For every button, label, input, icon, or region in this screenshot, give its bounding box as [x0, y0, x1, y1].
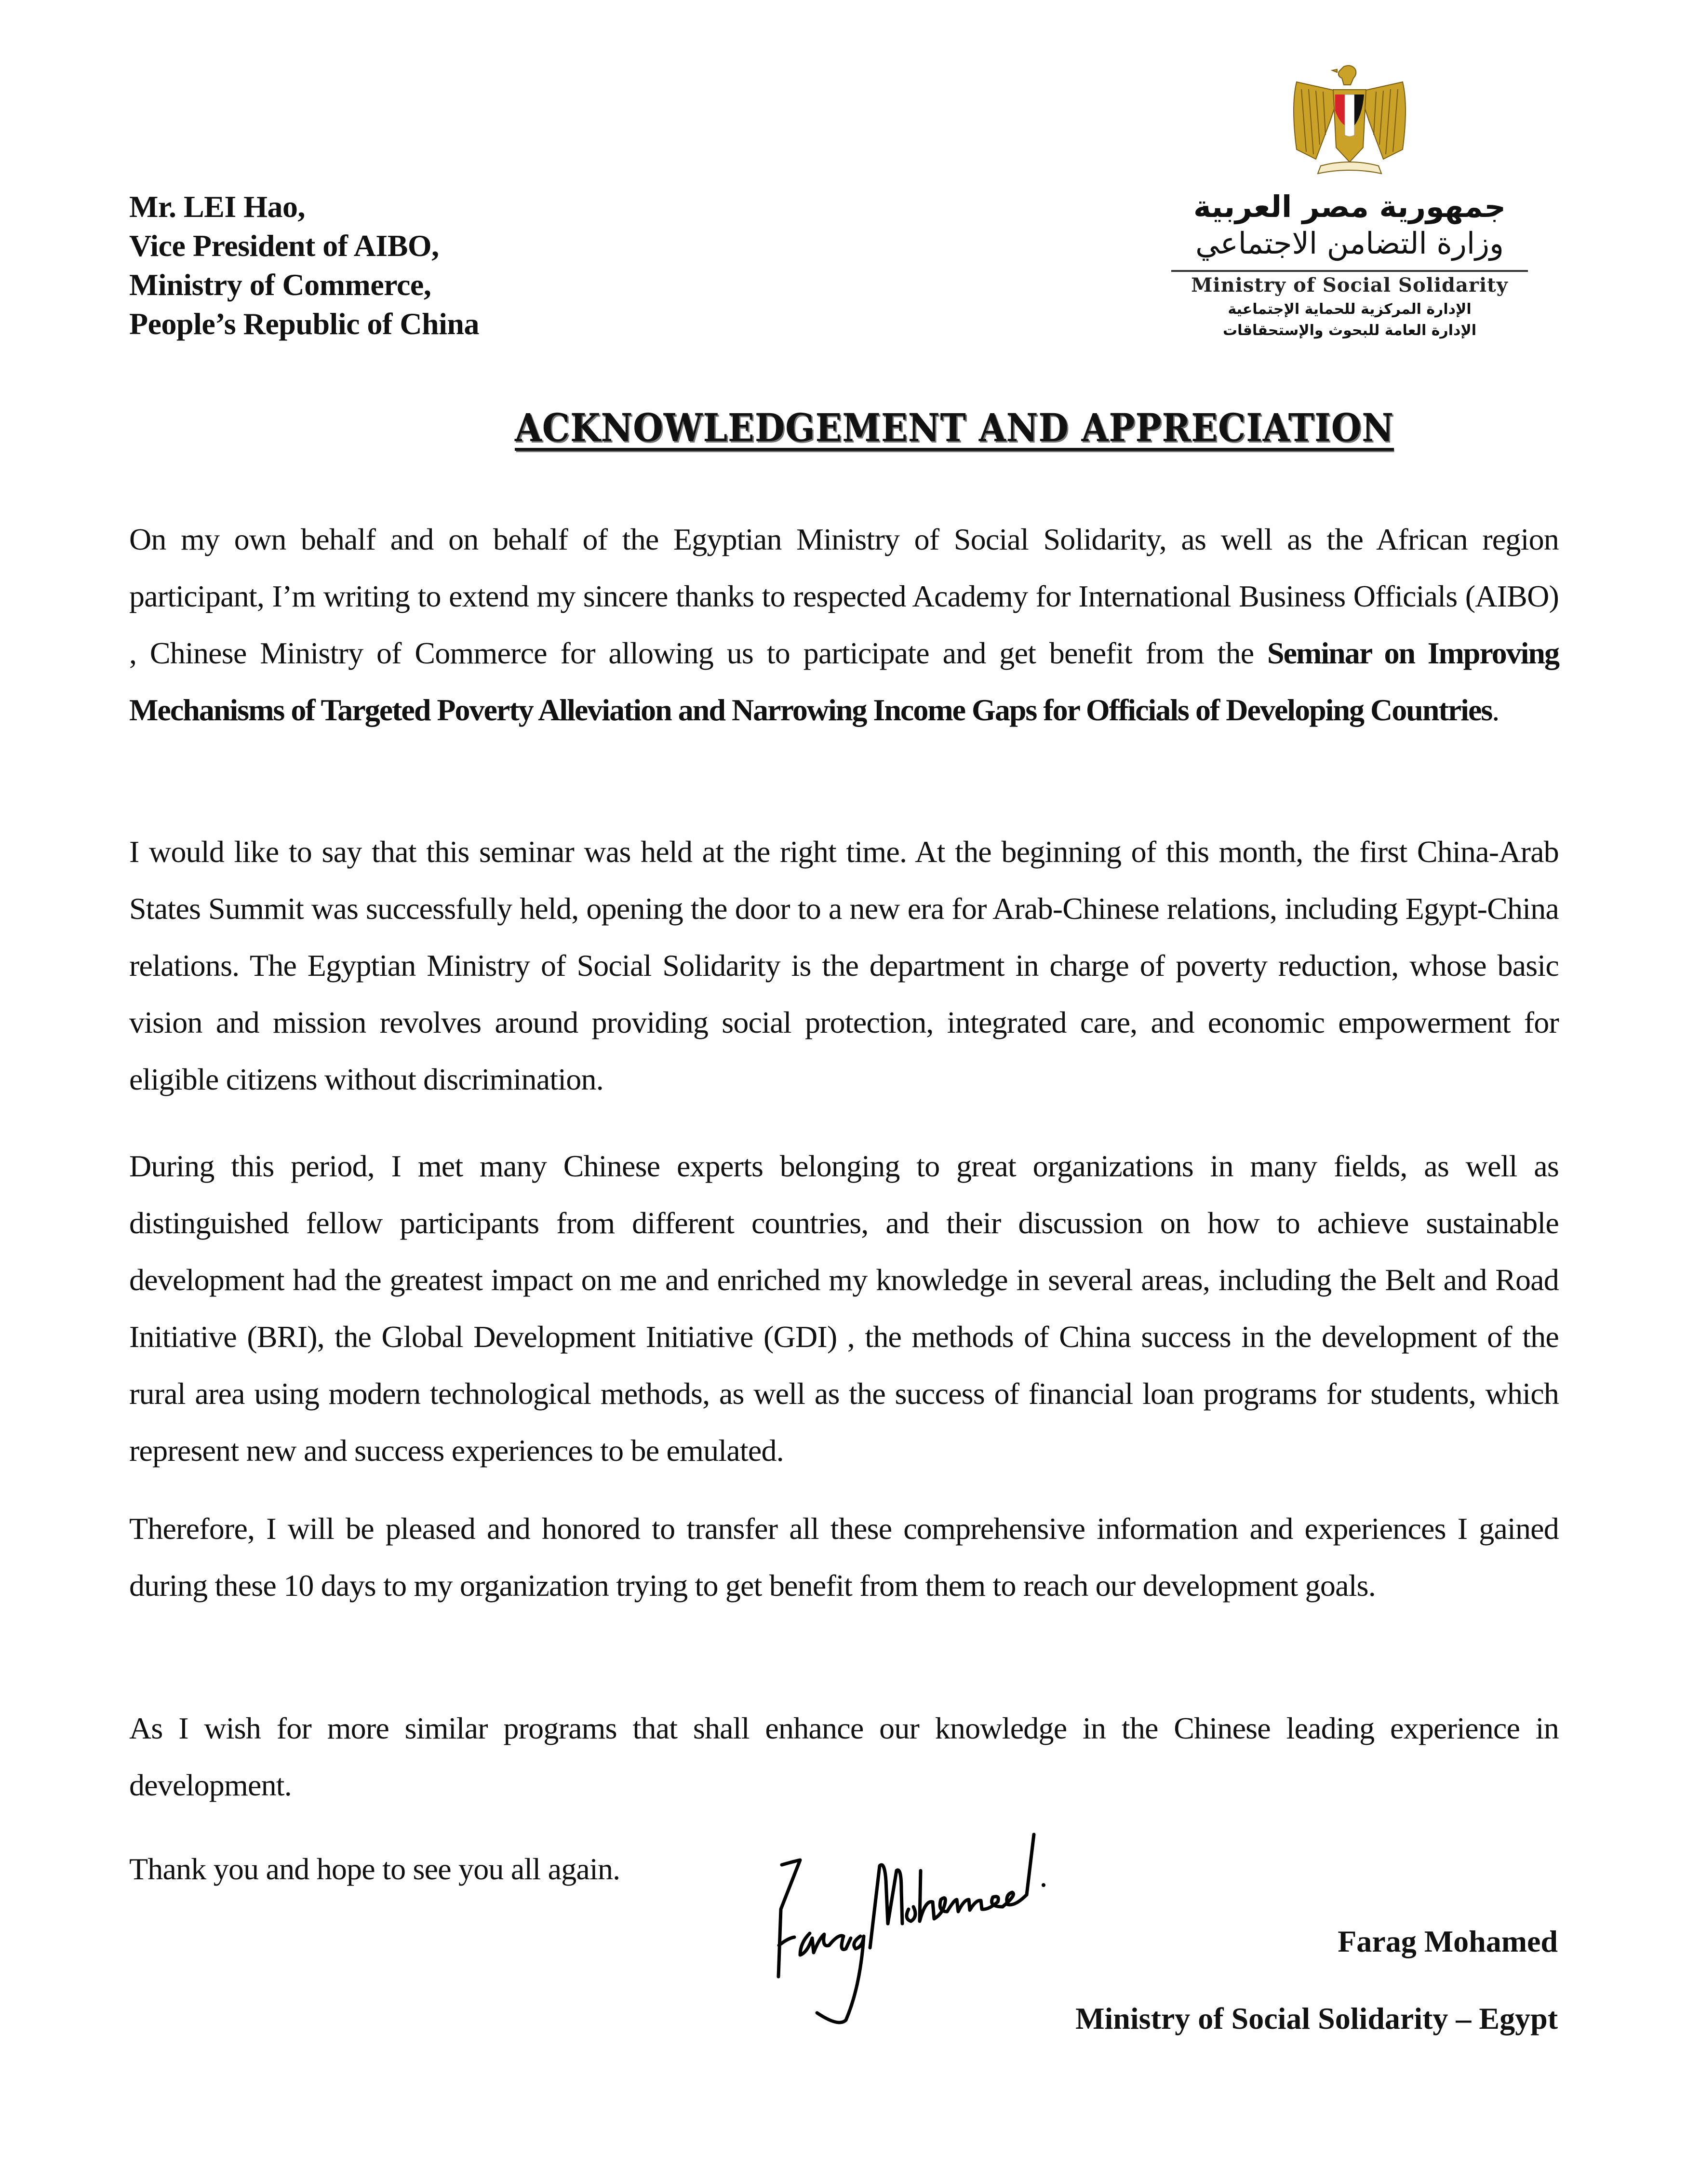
arabic-country-name: جمهورية مصر العربية	[1193, 189, 1506, 224]
recipient-country: People’s Republic of China	[129, 307, 479, 341]
paragraph-intro-end: .	[1492, 693, 1500, 727]
logo-divider	[1171, 270, 1528, 272]
recipient-title: Vice President of AIBO,	[129, 229, 439, 263]
signer-name: Farag Mohamed	[1338, 1924, 1558, 1958]
paragraph-wish: As I wish for more similar programs that shall enhance our knowledge in the Chinese leading experience in development.	[129, 1711, 1559, 1802]
paragraph-transfer: Therefore, I will be pleased and honored to transfer all these comprehensive information and experiences I gained during these 10 days to my organization trying to get benefit from them to reach our development goals.	[129, 1511, 1559, 1603]
paragraph-intro	[129, 511, 1559, 739]
arabic-department-1: الإدارة المركزية للحماية الإجتماعية	[1228, 301, 1472, 318]
recipient-name: Mr. LEI Hao,	[129, 189, 305, 224]
arabic-department-2: الإدارة العامة للبحوث والإستحقاقات	[1222, 322, 1476, 339]
recipient-address-block	[129, 187, 479, 343]
signer-organization: Ministry of Social Solidarity – Egypt	[1075, 2001, 1558, 2036]
english-ministry-name: Ministry of Social Solidarity	[1191, 274, 1508, 297]
recipient-organization: Ministry of Commerce,	[129, 268, 431, 302]
document-title: ACKNOWLEDGEMENT AND APPRECIATION	[515, 405, 1394, 450]
paragraph-closing: Thank you and hope to see you all again.	[129, 1852, 620, 1886]
ministry-logo	[1157, 63, 1542, 376]
arabic-ministry-name: وزارة التضامن الاجتماعي	[1195, 226, 1504, 261]
paragraph-intro-text: On my own behalf and on behalf of the Egyptian Ministry of Social Solidarity, as well as the African region participant, I’m writing to extend my sincere thanks to respected Academy for International Business Officials (AIBO) , Chinese Ministry of Commerce for allowing us to participate and get benefit from the	[129, 522, 1559, 670]
egyptian-eagle-emblem-icon	[1287, 63, 1412, 183]
paragraph-context: I would like to say that this seminar was held at the right time. At the beginning of this month, the first China-Arab States Summit was successfully held, opening the door to a new era for Arab-Chinese relations, including Egypt-China relations. The Egyptian Ministry of Social Solidarity is the department in charge of poverty reduction, whose basic vision and mission revolves around providing social protection, integrated care, and economic empowerment for eligible citizens without discrimination.	[129, 835, 1559, 1096]
paragraph-experience: During this period, I met many Chinese experts belonging to great organizations in many fields, as well as distinguished fellow participants from different countries, and their discussion on how to achieve sustainable development had the greatest impact on me and enriched my knowledge in several areas, including the Belt and Road Initiative (BRI), the Global Development Initiative (GDI) , the methods of China success in the development of the rural area using modern technological methods, as well as the success of financial loan programs for students, which represent new and success experiences to be emulated.	[129, 1149, 1559, 1468]
seminar-name: Seminar on Improving Mechanisms of Targeted Poverty Alleviation and Narrowing Income Gaps for Officials of Developing Countries	[129, 636, 1559, 727]
